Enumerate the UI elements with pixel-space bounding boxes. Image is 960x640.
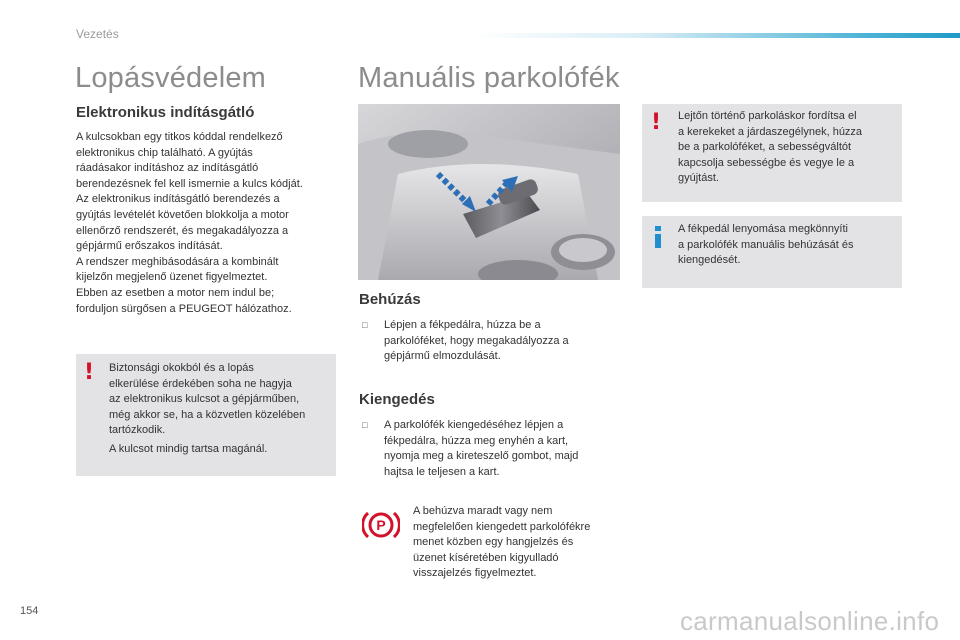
warning-line: Lejtőn történő parkoláskor fordítsa el bbox=[678, 110, 857, 122]
page-title-left: Lopásvédelem bbox=[75, 62, 267, 94]
body-line: Ebben az esetben a motor nem indul be; bbox=[76, 286, 275, 299]
body-line: A kulcsokban egy titkos kóddal rendelkező bbox=[76, 131, 283, 143]
alert-line: A behúzva maradt vagy nem bbox=[413, 505, 553, 517]
body-line: gyújtás levételét követően blokkolja a motor bbox=[76, 208, 289, 221]
info-line: a parkolófék manuális behúzását és bbox=[678, 238, 854, 251]
key-warning-text bbox=[109, 361, 305, 439]
body-line: berendezésnek fel kell ismernie a kulcs kódját. bbox=[76, 177, 303, 190]
immobiliser-body bbox=[76, 130, 303, 317]
instruction-line: parkolóféket, hogy megakadályozza a bbox=[384, 334, 569, 347]
instruction-line: Lépjen a fékpedálra, húzza be a bbox=[384, 319, 541, 331]
apply-text bbox=[384, 318, 569, 365]
parking-brake-photo bbox=[358, 104, 620, 280]
key-warning-extra: A kulcsot mindig tartsa magánál. bbox=[109, 443, 268, 455]
warning-line: Biztonsági okokból és a lopás bbox=[109, 362, 254, 374]
release-instruction bbox=[362, 418, 622, 484]
warning-line: az elektronikus kulcsot a gépjárműben, bbox=[109, 393, 300, 406]
warning-line: elkerülése érdekében soha ne hagyja bbox=[109, 377, 292, 390]
warning-line: kapcsolja sebességbe és vegye le a bbox=[678, 156, 855, 169]
info-line: kiengedését. bbox=[678, 254, 741, 267]
body-line: forduljon sürgősen a PEUGEOT hálózathoz. bbox=[76, 302, 292, 315]
brake-pedal-info-box bbox=[642, 216, 902, 288]
parking-brake-alert-text bbox=[413, 504, 590, 582]
body-line: ellenőrző rendszerét, és megakadályozza a bbox=[76, 224, 289, 237]
warning-line: még akkor se, ha a közvetlen közelében bbox=[109, 408, 306, 421]
slope-parking-warning-box bbox=[642, 104, 902, 202]
brake-pedal-info-text bbox=[678, 222, 854, 269]
instruction-line: A parkolófék kiengedéséhez lépjen a bbox=[384, 419, 564, 431]
checkbox-bullet-icon: □ bbox=[362, 420, 368, 430]
body-line: ráadásakor indításhoz az indításgátló bbox=[76, 162, 259, 175]
heading-release: Kiengedés bbox=[359, 391, 435, 408]
body-line: gépjármű erőszakos indítását. bbox=[76, 240, 223, 253]
page-title-parking-brake: Manuális parkolófék bbox=[358, 62, 620, 94]
body-line: Az elektronikus indításgátló berendezés a bbox=[76, 193, 280, 206]
alert-line: megfelelően kiengedett parkolófékre bbox=[413, 520, 591, 533]
alert-line: menet közben egy hangjelzés és bbox=[413, 536, 574, 549]
body-line: kijelzőn megjelenő üzenet figyelmeztet. bbox=[76, 271, 268, 284]
slope-warning-text bbox=[678, 109, 862, 187]
warning-line: be a parkolóféket, a sebességváltót bbox=[678, 141, 852, 154]
body-line: elektronikus chip található. A gyújtás bbox=[76, 146, 253, 159]
header-accent-bar bbox=[470, 33, 960, 38]
instruction-line: hajtsa le teljesen a kart. bbox=[384, 465, 500, 478]
info-icon bbox=[653, 226, 663, 253]
release-text bbox=[384, 418, 578, 480]
heading-immobiliser: Elektronikus indításgátló bbox=[76, 104, 255, 121]
warning-line: gyújtást. bbox=[678, 172, 719, 185]
warning-exclamation-icon: ! bbox=[651, 110, 662, 135]
alert-line: üzenet kíséretében kigyulladó bbox=[413, 551, 559, 564]
key-safety-warning-box bbox=[76, 354, 336, 476]
instruction-line: nyomja meg a kireteszelő gombot, majd bbox=[384, 450, 579, 463]
body-line: A rendszer meghibásodására a kombinált bbox=[76, 255, 279, 268]
section-label: Vezetés bbox=[76, 27, 119, 41]
checkbox-bullet-icon: □ bbox=[362, 320, 368, 330]
alert-line: visszajelzés figyelmeztet. bbox=[413, 567, 537, 580]
heading-apply: Behúzás bbox=[359, 291, 421, 308]
apply-instruction bbox=[362, 318, 622, 368]
instruction-line: gépjármű elmozdulását. bbox=[384, 350, 501, 363]
warning-line: tartózkodik. bbox=[109, 424, 166, 437]
warning-line: a kerekeket a járdaszegélynek, húzza bbox=[678, 125, 863, 138]
instruction-line: fékpedálra, húzza meg enyhén a kart, bbox=[384, 434, 569, 447]
parking-brake-warning-icon bbox=[362, 508, 400, 542]
warning-exclamation-icon: ! bbox=[84, 360, 95, 385]
info-line: A fékpedál lenyomása megkönnyíti bbox=[678, 223, 848, 235]
page-number: 154 bbox=[20, 605, 39, 617]
svg-text:P: P bbox=[376, 517, 386, 533]
site-watermark: carmanualsonline.info bbox=[680, 606, 940, 636]
